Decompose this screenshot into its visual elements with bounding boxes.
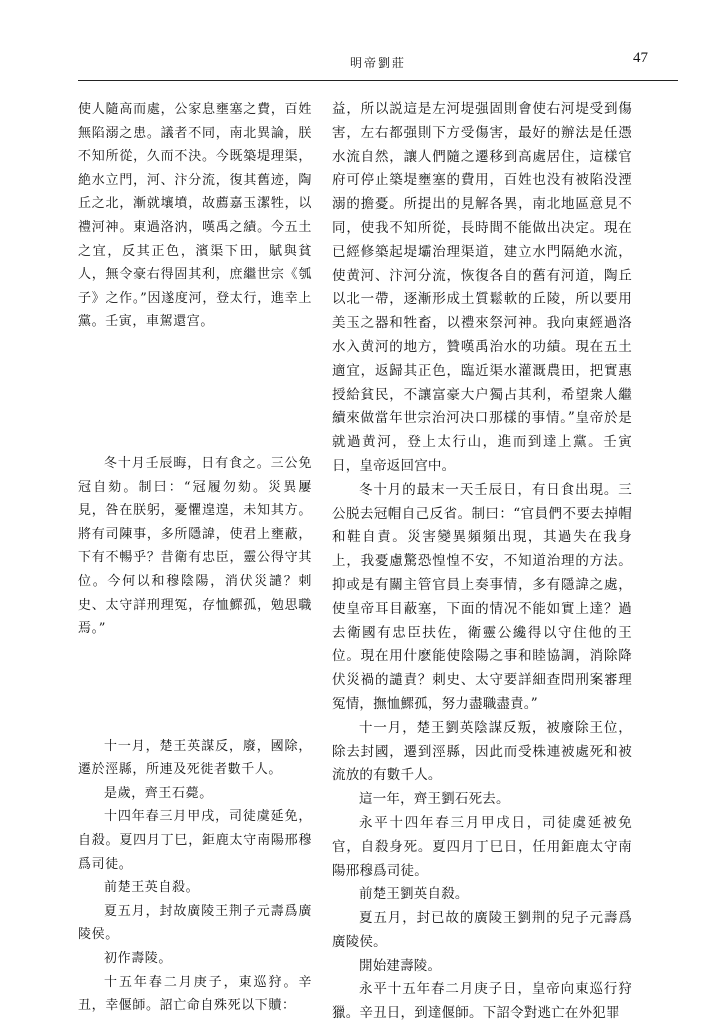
- translation-paragraph: 開始建壽陵。: [359, 957, 442, 974]
- original-text-column: [78, 98, 312, 1018]
- translation-paragraph: 冬十月的最末一天壬辰日，有日食出現。三公脱去冠帽自己反省。制曰：“官員們不要去掉帽和鞋自責。災害變異頻頻出現，其過失在我身上，我憂慮驚恐惶惶不安，不知道治理的方法。抑或是有關主管官員上奏事情，多有隱諱之處，使皇帝耳目蔽塞，下面的情况不能如實上達？過去衛國有忠臣扶佐，衛靈公纔得以守住他的王位。現在用什麽能使陰陽之事和睦協調，消除降伏災禍的譴責？刺史、太守要詳細查問刑案審理冤情，撫恤鰥孤，努力盡職盡責。”: [332, 481, 632, 712]
- spacer: [78, 641, 312, 735]
- page-header: [78, 50, 678, 76]
- translation-paragraph: 永平十四年春三月甲戌日，司徒虞延被免官，自殺身死。夏四月丁巳日，任用鉅鹿太守南陽邢穆爲司徒。: [332, 814, 632, 879]
- translation-paragraph: 益，所以説這是左河堤强固則會使右河堤受到傷害，左右都强則下方受傷害，最好的辦法是任憑水流自然，讓人們隨之遷移到高處居住，這樣官府可停止築堤壅塞的費用，百姓也没有被陷没湮溺的擔憂。所提出的見解各異，南北地區意見不同，使我不知所從，長時間不能做出决定。現在已經修築起堤壩治理渠道，建立水門隔絶水流，使黄河、汴河分流，恢復各自的舊有河道，陶丘以北一帶，逐漸形成土質鬆軟的丘陵，所以要用美玉之器和牲畜，以禮來祭河神。我向東經過洛水入黄河的地方，贊嘆禹治水的功績。現在五土適宜，返歸其正色，臨近渠水灌溉農田，把實惠授給貧民，不讓富豪大户獨占其利，希望衆人繼續來做當年世宗治河决口那樣的事情。”皇帝於是就過黄河，登上太行山，進而到達上黨。壬寅日，皇帝返回宫中。: [332, 101, 632, 474]
- original-paragraph: 十四年春三月甲戌，司徒虞延免，自殺。夏四月丁巳，鉅鹿太守南陽邢穆爲司徒。: [78, 809, 312, 872]
- translation-paragraph: 這一年，齊王劉石死去。: [359, 791, 510, 808]
- translation-paragraph: 永平十五年春二月庚子日，皇帝向東巡行狩獵。辛丑日，到達偃師。下詔令對逃亡在外犯罪: [332, 981, 632, 1022]
- original-paragraph: 是歲，齊王石薨。: [104, 785, 213, 801]
- page-number: 47: [633, 50, 648, 66]
- running-title: 明帝劉莊: [349, 56, 406, 70]
- original-paragraph: 前楚王英自殺。: [104, 880, 200, 896]
- translation-column: [332, 98, 632, 1026]
- original-paragraph: 十五年春二月庚子，東巡狩。辛丑，幸偃師。詔亡命自殊死以下贖：: [78, 974, 312, 1014]
- original-paragraph: 初作壽陵。: [104, 951, 173, 967]
- original-paragraph: 使人隨高而處，公家息壅塞之費，百姓無陷溺之患。議者不同，南北異論，朕不知所從，久而不決。今既築堤理渠，絶水立門，河、汴分流，復其舊迹，陶丘之北，漸就壤墳，故薦嘉玉潔牲，以禮河神。東過洛汭，嘆禹之績。今五土之宜，反其正色，濱渠下田，賦與貧人，無令豪右得固其利，庶繼世宗《瓠子》之作。”因遂度河，登太行，進幸上黨。壬寅，車駕還宫。: [78, 102, 312, 330]
- original-paragraph: 冬十月壬辰晦，日有食之。三公免冠自劾。制曰：“冠履勿劾。災異屢見，咎在朕躬，憂懼遑遑，未知其方。將有司陳事，多所隱諱，使君上壅蔽，下有不暢乎？昔衛有忠臣，靈公得守其位。今何以和穆陰陽，消伏災譴？刺史、太守詳刑理冤，存恤鰥孤，勉思職焉。”: [78, 455, 312, 637]
- header-rule: [78, 80, 678, 81]
- original-paragraph: 夏五月，封故廣陵王荆子元壽爲廣陵侯。: [78, 903, 312, 943]
- original-paragraph: 十一月，楚王英謀反，廢，國除，遷於涇縣，所連及死徙者數千人。: [78, 738, 312, 778]
- translation-paragraph: 十一月，楚王劉英陰謀反叛，被廢除王位，除去封國，遷到涇縣，因此而受株連被處死和被流放的有數千人。: [332, 719, 632, 784]
- spacer: [78, 334, 312, 452]
- translation-paragraph: 前楚王劉英自殺。: [359, 886, 469, 903]
- translation-paragraph: 夏五月，封已故的廣陵王劉荆的兒子元壽爲廣陵侯。: [332, 910, 632, 950]
